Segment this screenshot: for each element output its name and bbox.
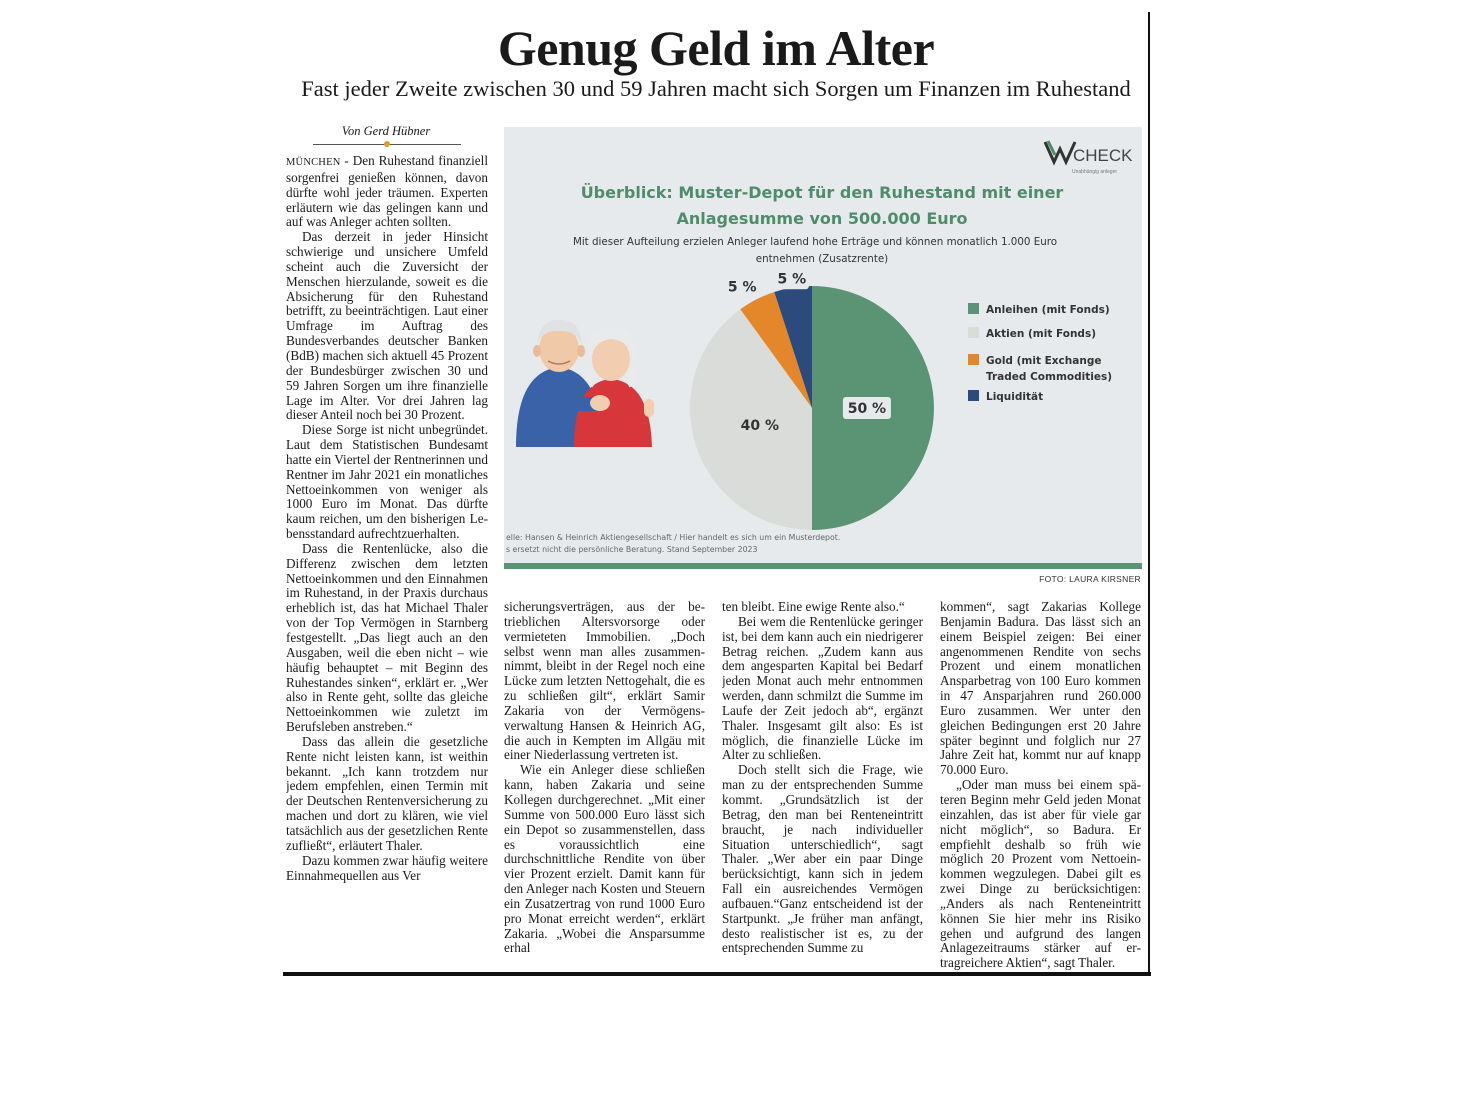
legend-label: Aktien (mit Fonds) xyxy=(986,328,1096,340)
logo-tagline: Unabhängig anleger xyxy=(1072,169,1118,175)
paragraph xyxy=(286,154,488,230)
legend-swatch xyxy=(968,354,979,365)
article-column-1 xyxy=(286,154,488,974)
paragraph: sicherungsverträgen, aus der betrieblichen Altersvorsorge oder vermieteten Immobilien. „Doch selbst wenn man alles zusammennimmt, bleibt in der Regel noch eine Lücke zum letzten Nettogehalt, die es zu schließen gilt“, erklärt Samir Zakaria von der Vermögensverwaltung Hansen & Heinrich AG, die auch in Kempten im Allgäu mit einer Niederlassung vertreten ist. xyxy=(504,600,705,763)
legend-label: Traded Commodities) xyxy=(986,371,1112,383)
pie-slice-label: 5 % xyxy=(727,279,757,296)
page-rule-right xyxy=(1148,12,1150,976)
infographic-bottom-bar xyxy=(504,563,1142,569)
source-note-line-1: elle: Hansen & Heinrich Aktiengesellschaft / Hier handelt es sich um ein Musterdepot. xyxy=(506,533,841,542)
subheadline: Fast jeder Zweite zwischen 30 und 59 Jahren macht sich Sorgen um Finanzen im Ruhestand xyxy=(301,76,1131,101)
paragraph: Dass das allein die gesetzliche Rente nicht leisten kann, ist weithin bekannt. „Ich kann trotzdem nur jedem empfehlen, einen Termin mit der Deutschen Rentenversicherung zu machen und dort zu klären, wie viel tatsächlich aus der gesetzlichen Rente zufließt“, erläutert Thaler. xyxy=(286,733,488,853)
paragraph: ten bleibt. Eine ewige Rente also.“ xyxy=(722,600,905,614)
newspaper-page xyxy=(283,12,1149,974)
dateline: MÜNCHEN xyxy=(286,157,341,168)
infographic-subtitle-line-2: entnehmen (Zusatzrente) xyxy=(755,253,889,265)
pie-slice-label: 5 % xyxy=(777,271,807,288)
legend-label: Liquidität xyxy=(986,391,1044,403)
infographic-title-line-2: Anlagesumme von 500.000 Euro xyxy=(676,209,968,228)
pie-slice-label: 50 % xyxy=(847,401,887,417)
paragraph-text: - Den Ruhestand finanziell sorgenfrei genießen können, davon dürfte wohl jeder träumen. Experten erläutern wie das gelingen kann und auf was Anleger achten sollten. xyxy=(286,154,488,230)
article-column-3 xyxy=(722,600,923,974)
pie-slice-label: 40 % xyxy=(740,418,779,434)
legend-label: Anleihen (mit Fonds) xyxy=(986,304,1110,316)
paragraph: Wie ein Anleger diese schließen kann, haben Zakaria und seine Kollegen durchgerechnet. „Mit einer Summe von 500.000 Euro lässt sich ein Depot so zusammenstellen, dass es voraussichtlich eine durchschnittliche Rendite von über vier Prozent erzielt. Damit kann für den Anleger nach Kosten und Steuern ein Zusatzertrag von rund 1000 Euro pro Monat erreicht werden“, erklärt Zakaria. „Wobei die Ansparsumme erhal xyxy=(504,762,705,956)
photo-credit: FOTO: LAURA KIRSNER xyxy=(1039,574,1141,584)
byline: Von Gerd Hübner xyxy=(341,124,431,138)
page-rule-bottom xyxy=(283,972,1151,976)
paragraph: Doch stellt sich die Frage, wie man zu der entsprechenden Summe kommt. „Grundsätzlich ist der Betrag, den man bei Renteneintritt braucht, je nach individueller Situation unterschiedlich“, sagt Thaler. „Wer aber ein paar Dinge berücksichtigt, kann sich in jedem Fall ein ausreichendes Vermögen aufbauen.“Ganz entscheidend ist der Startpunkt. „Je früher man anfängt, desto realistischer ist es, zu der entsprechenden Summe zu xyxy=(722,762,923,956)
paragraph: Dazu kommen zwar häufig weitere Einnahmequellen aus Ver xyxy=(286,852,488,883)
infographic-subtitle-line-1: Mit dieser Aufteilung erzielen Anleger laufend hohe Erträge und können monatlich 1.000 Euro xyxy=(572,236,1058,248)
paragraph: Das derzeit in jeder Hinsicht schwierige und unsichere Umfeld scheint auch die Zuversicht der Menschen hierzulande, soweit es die Absicherung für den Ruhestand betrifft, zu beeinträchtigen. Laut einer Umfrage im Auftrag des Bundesverbandes deutscher Banken (BdB) machen sich aktuell 45 Prozent der Bundesbürger zwischen 30 und 59 Jahren Sorgen um ihre finanzielle Lage im Alter. Vor drei Jahren lag dieser Anteil noch bei 30 Prozent. xyxy=(286,229,488,423)
legend-swatch xyxy=(968,303,979,314)
legend-swatch xyxy=(968,327,979,338)
article-column-4 xyxy=(940,600,1141,974)
logo-text: CHECK xyxy=(1073,146,1133,165)
article-column-2 xyxy=(504,600,705,974)
infographic xyxy=(504,127,1142,569)
infographic-canvas xyxy=(504,127,1142,569)
legend-swatch xyxy=(968,390,979,401)
paragraph: Dass die Rentenlücke, also die Differenz zwischen dem letzten Nettoeinkommen und den Einnahmen im Ruhestand, in der Praxis durchaus erheblich ist, das hat Michael Thaler von der Top Vermögen in Starnberg festgestellt. „Das liegt auch an den Ausgaben, weil die eben nicht – wie häufig behauptet – mit Beginn des Ruhestandes sinken“, erklärt er. „Wer also in Rente geht, sollte das gleiche Nettoeinkommen wie zuletzt im Berufsleben anstreben.“ xyxy=(286,540,488,735)
headline: Genug Geld im Alter xyxy=(497,20,935,76)
paragraph: Diese Sorge ist nicht unbegründet. Laut dem Statistischen Bundesamt hatte ein Viertel der Rentnerinnen und Rentner im Jahr 2021 ein monatliches Nettoeinkommen von weniger als 1000 Euro im Monat. Das dürfte kaum reichen, um den bisherigen Lebensstandard aufrechtzuerhalten. xyxy=(286,422,488,542)
source-note-line-2: s ersetzt nicht die persönliche Beratung. Stand September 2023 xyxy=(506,545,758,554)
infographic-title-line-1: Überblick: Muster-Depot für den Ruhestand mit einer xyxy=(580,183,1064,202)
byline-dot-icon xyxy=(384,141,390,147)
paragraph: kommen“, sagt Zakarias Kollege Benjamin Badura. Das lässt sich an einem Beispiel zeigen: Bei einer angenommenen Rendite von sechs Prozent und einem monatlichen Ansparbetrag von 100 Euro kommen in 47 Ansparjahren rund 260.000 Euro zusammen. Wer unter den gleichen Bedingungen erst 20 Jahre später beginnt und folglich nur 27 Jahre Zeit hat, kommt nur auf knapp 70.000 Euro. xyxy=(940,600,1141,778)
legend-label: Gold (mit Exchange xyxy=(986,355,1102,367)
paragraph: „Oder man muss bei einem späteren Beginn mehr Geld jeden Monat einzahlen, das ist aber für viele gar nicht möglich“, so Badura. Er empfiehlt deshalb so früh wie möglich 20 Prozent vom Nettoeinkommen wegzulegen. Dabei gilt es zwei Dinge zu berücksichtigen: „Anders als nach Renteneintritt können Sie hier mehr ins Risiko gehen und aufgrund des langen Anlagezeitraums stärker auf ertragreichere Aktien“, sagt Thaler. xyxy=(940,777,1141,971)
paragraph: Bei wem die Rentenlücke geringer ist, bei dem kann auch ein niedrigerer Betrag reichen. „Zudem kann aus dem angesparten Kapital bei Bedarf jeden Monat auch mehr entnommen werden, dann schmilzt die Summe im Laufe der Zeit jedoch ab“, ergänzt Thaler. Insgesamt gilt also: Es ist möglich, die finanzielle Lücke im Alter zu schließen. xyxy=(722,613,923,763)
